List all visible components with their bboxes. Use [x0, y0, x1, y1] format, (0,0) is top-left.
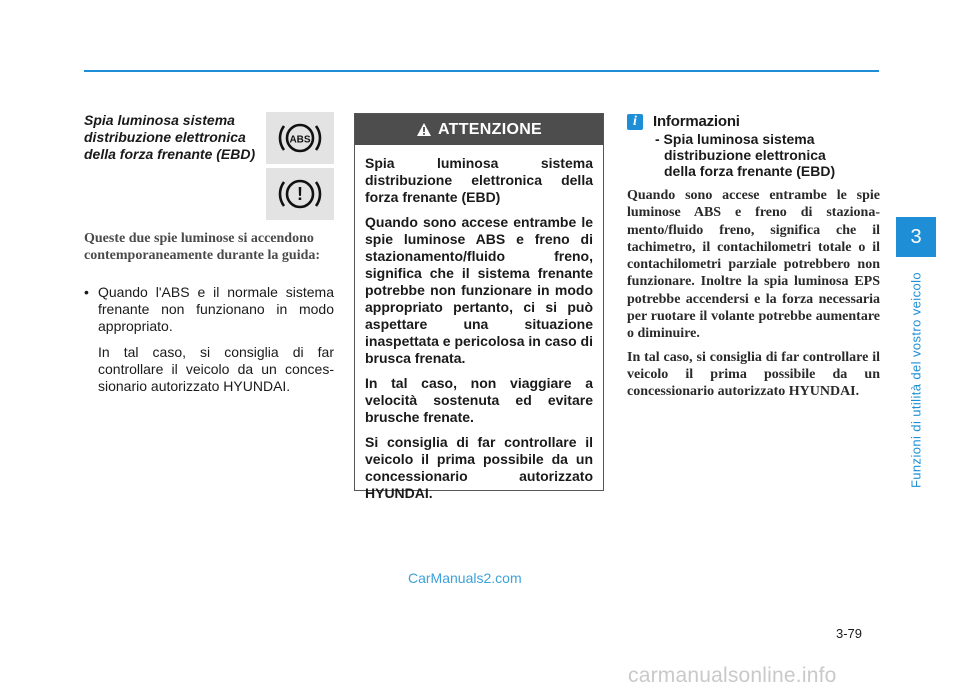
brake-icon-label: !	[297, 184, 303, 204]
chapter-number: 3	[896, 217, 936, 257]
info-body	[627, 187, 880, 401]
warning-header	[355, 114, 603, 145]
warning-triangle-icon	[416, 122, 432, 137]
bullet-dot: •	[84, 284, 89, 300]
list-item	[84, 284, 334, 335]
bullet-list	[84, 284, 334, 395]
abs-warning-icon	[266, 112, 334, 164]
section-heading: Spia luminosa sistema distribuzione elettronica della forza frenante (EBD)	[84, 112, 256, 162]
chapter-title: Funzioni di utilità del vostro veicolo	[908, 271, 924, 489]
info-subtitle	[655, 131, 880, 179]
watermark-link[interactable]: CarManuals2.com	[408, 570, 522, 586]
info-paragraph: In tal caso, si consiglia di far controllare il veicolo il prima possibile da un concessionario autorizzato HYUNDAI.	[627, 349, 880, 400]
info-column	[627, 113, 880, 407]
info-icon: i	[627, 114, 643, 130]
info-title: Informazioni	[653, 113, 740, 130]
warning-box	[354, 113, 604, 501]
brake-warning-icon	[266, 168, 334, 220]
intro-text: Queste due spie luminose si accendono contemporaneamente durante la guida:	[84, 231, 321, 263]
abs-icon-label: ABS	[289, 134, 311, 146]
bullet-text: Quando l'ABS e il normale sistema frenante non funzionano in modo appropriato.	[98, 284, 334, 334]
warning-paragraph: Si consiglia di far controllare il veicolo il prima possibile da un concessionario autorizzato HYUNDAI.	[365, 434, 593, 501]
warning-paragraph: Quando sono accese entrambe le spie luminose ABS e freno di stazionamento/fluido freno, significa che il sistema frenante potrebbe non funzionare in modo appropriato pertanto, ci si può aspettare una situazione inaspettata e pericolosa in caso di brusca frenata.	[365, 214, 593, 366]
warning-paragraph: Spia luminosa sistema distribuzione elettronica della forza frenante (EBD)	[365, 155, 593, 205]
info-subtitle-line: - Spia luminosa sistema	[655, 131, 815, 147]
info-paragraph: Quando sono accese entrambe le spie luminose ABS e freno di staziona- mento/fluido freno, significa che il tachimetro, il contachilometri totale o il contachilometri parziale potrebbero non funzionare. Inoltre la spia luminosa EPS potrebbe accendersi e la forza necessaria per ruotare il volante potrebbe aumentare o diminuire.	[627, 188, 880, 342]
warning-title: ATTENZIONE	[437, 120, 543, 138]
bullet-continuation: In tal caso, si consiglia di far controllare il veicolo da un conces- sionario autorizzato HYUNDAI.	[98, 344, 334, 394]
top-rule	[84, 70, 879, 72]
info-subtitle-line: della forza frenante (EBD)	[664, 163, 836, 179]
abs-icon	[277, 118, 323, 158]
warning-paragraph: In tal caso, non viaggiare a velocità sostenuta ed evitare brusche frenate.	[365, 375, 593, 425]
warning-body	[355, 145, 603, 502]
page-number: 3-79	[836, 626, 863, 641]
watermark-footer: carmanualsonline.info	[628, 664, 837, 687]
info-subtitle-line: distribuzione elettronica	[664, 147, 826, 163]
brake-icon	[277, 174, 323, 214]
info-header	[627, 113, 880, 131]
